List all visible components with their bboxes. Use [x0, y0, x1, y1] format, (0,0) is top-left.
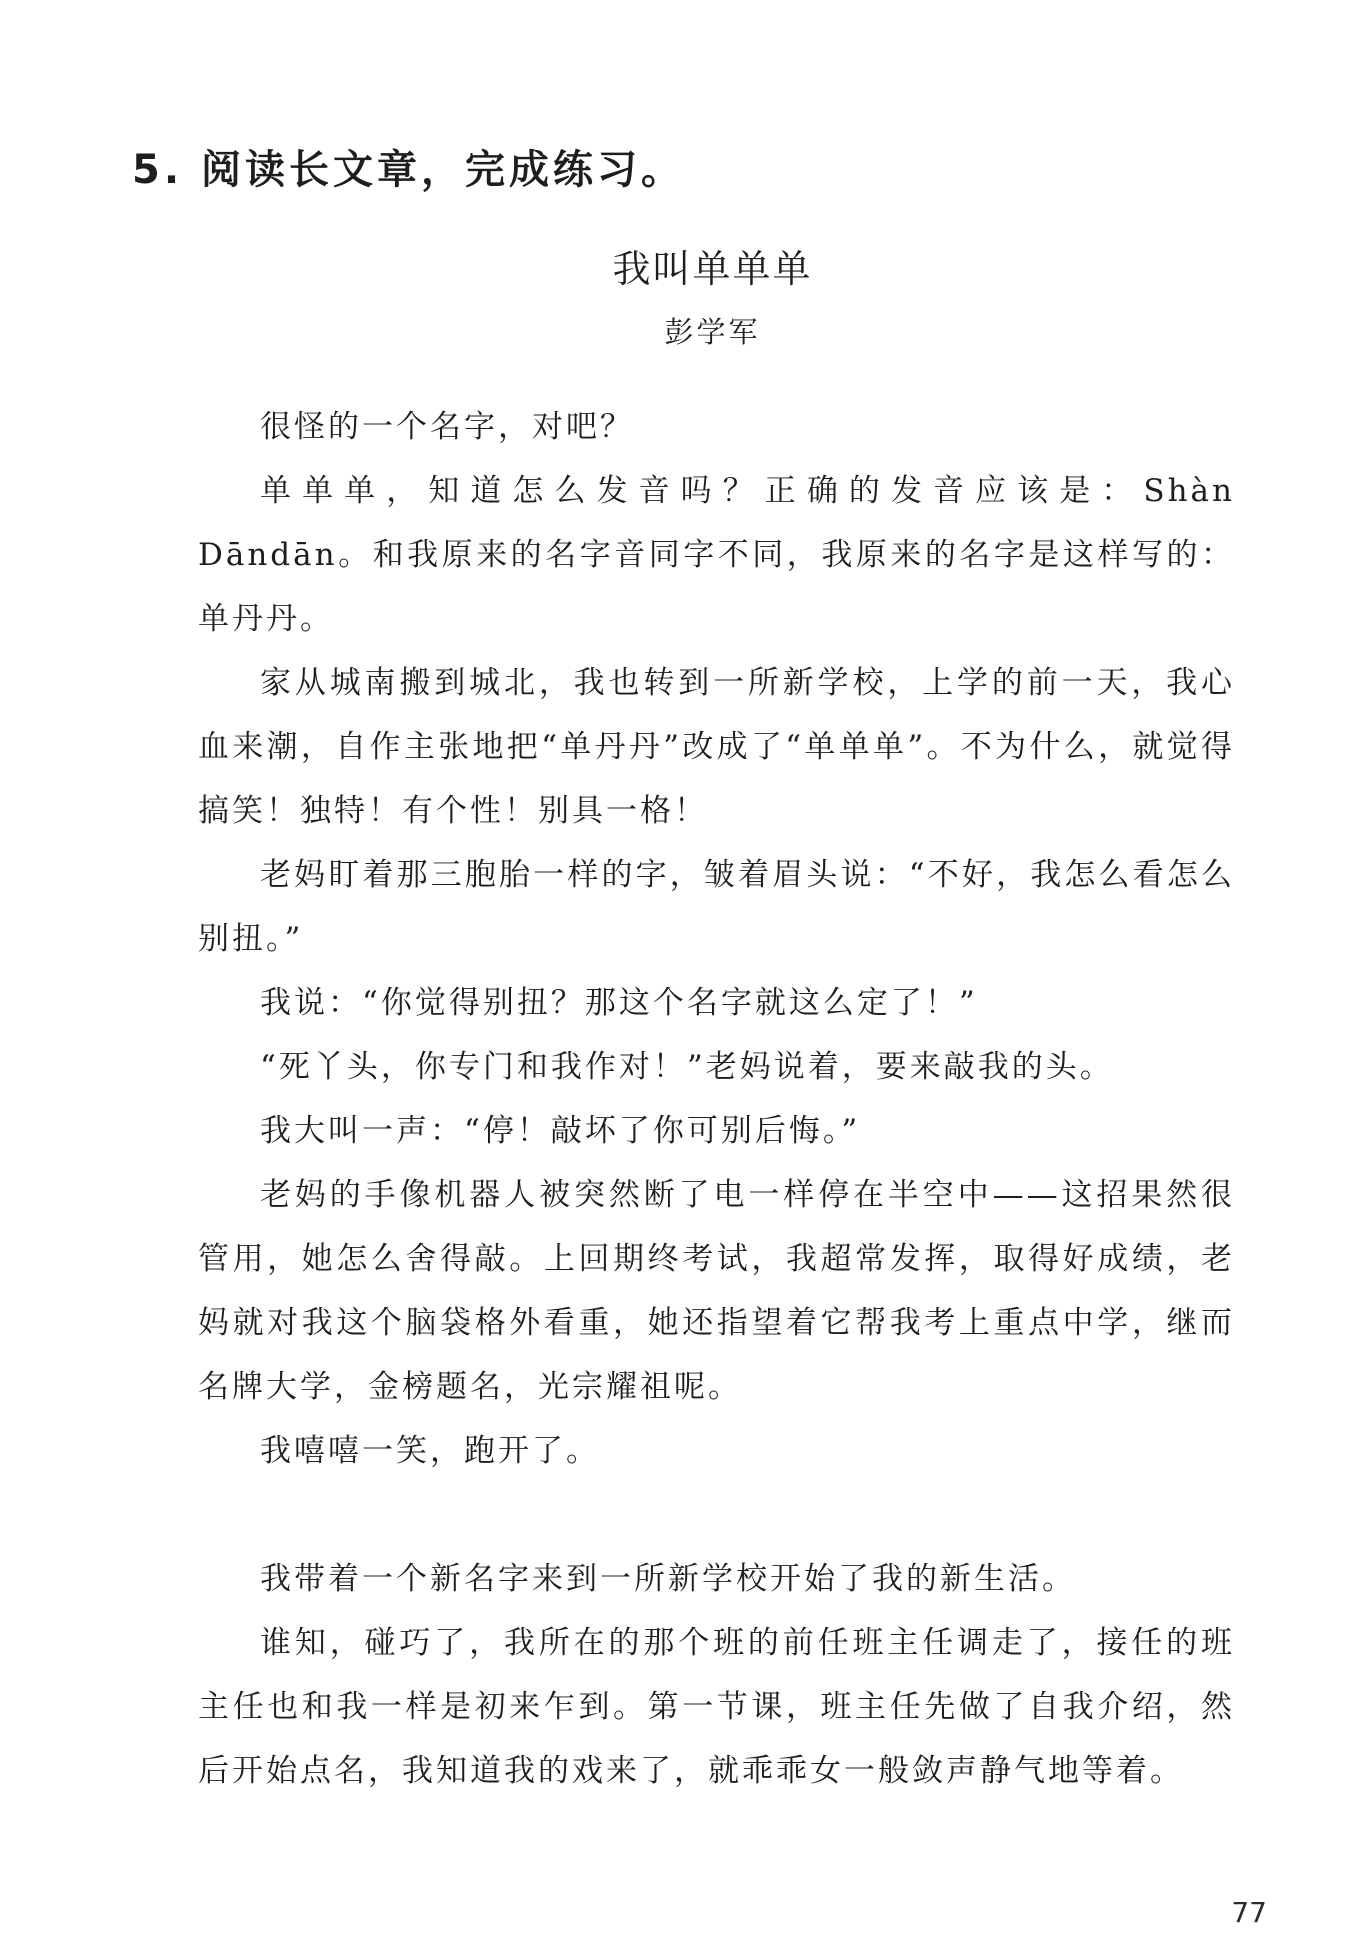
article-body	[198, 395, 1235, 1803]
paragraph: 谁知，碰巧了，我所在的那个班的前任班主任调走了，接任的班主任也和我一样是初来乍到。第一节课，班主任先做了自我介绍，然后开始点名，我知道我的戏来了，就乖乖女一般敛声静气地等着。	[198, 1625, 1235, 1789]
paragraph: 我说：“你觉得别扭？那这个名字就这么定了！”	[260, 985, 978, 1021]
paragraph: 单单单，知道怎么发音吗？正确的发音应该是：Shàn Dāndān。和我原来的名字音同字不同，我原来的名字是这样写的：单丹丹。	[198, 473, 1235, 637]
paragraph: 我大叫一声：“停！敲坏了你可别后悔。”	[260, 1113, 861, 1149]
paragraph: 很怪的一个名字，对吧？	[260, 409, 634, 445]
article-author: 彭学军	[664, 315, 761, 349]
exercise-heading: 5. 阅读长文章，完成练习。	[132, 147, 685, 193]
article-title: 我叫单单单	[612, 247, 813, 291]
paragraph: 老妈盯着那三胞胎一样的字，皱着眉头说：“不好，我怎么看怎么别扭。”	[198, 857, 1235, 957]
paragraph: 家从城南搬到城北，我也转到一所新学校，上学的前一天，我心血来潮，自作主张地把“单丹丹”改成了“单单单”。不为什么，就觉得搞笑！独特！有个性！别具一格！	[198, 665, 1235, 829]
paragraph: “死丫头，你专门和我作对！”老妈说着，要来敲我的头。	[260, 1049, 1114, 1085]
page-number: 77	[1231, 1896, 1267, 1929]
paragraph: 我带着一个新名字来到一所新学校开始了我的新生活。	[260, 1561, 1076, 1597]
paragraph: 老妈的手像机器人被突然断了电一样停在半空中——这招果然很管用，她怎么舍得敲。上回期终考试，我超常发挥，取得好成绩，老妈就对我这个脑袋格外看重，她还指望着它帮我考上重点中学，继而名牌大学，金榜题名，光宗耀祖呢。	[198, 1177, 1235, 1405]
paragraph: 我嘻嘻一笑，跑开了。	[260, 1433, 600, 1469]
